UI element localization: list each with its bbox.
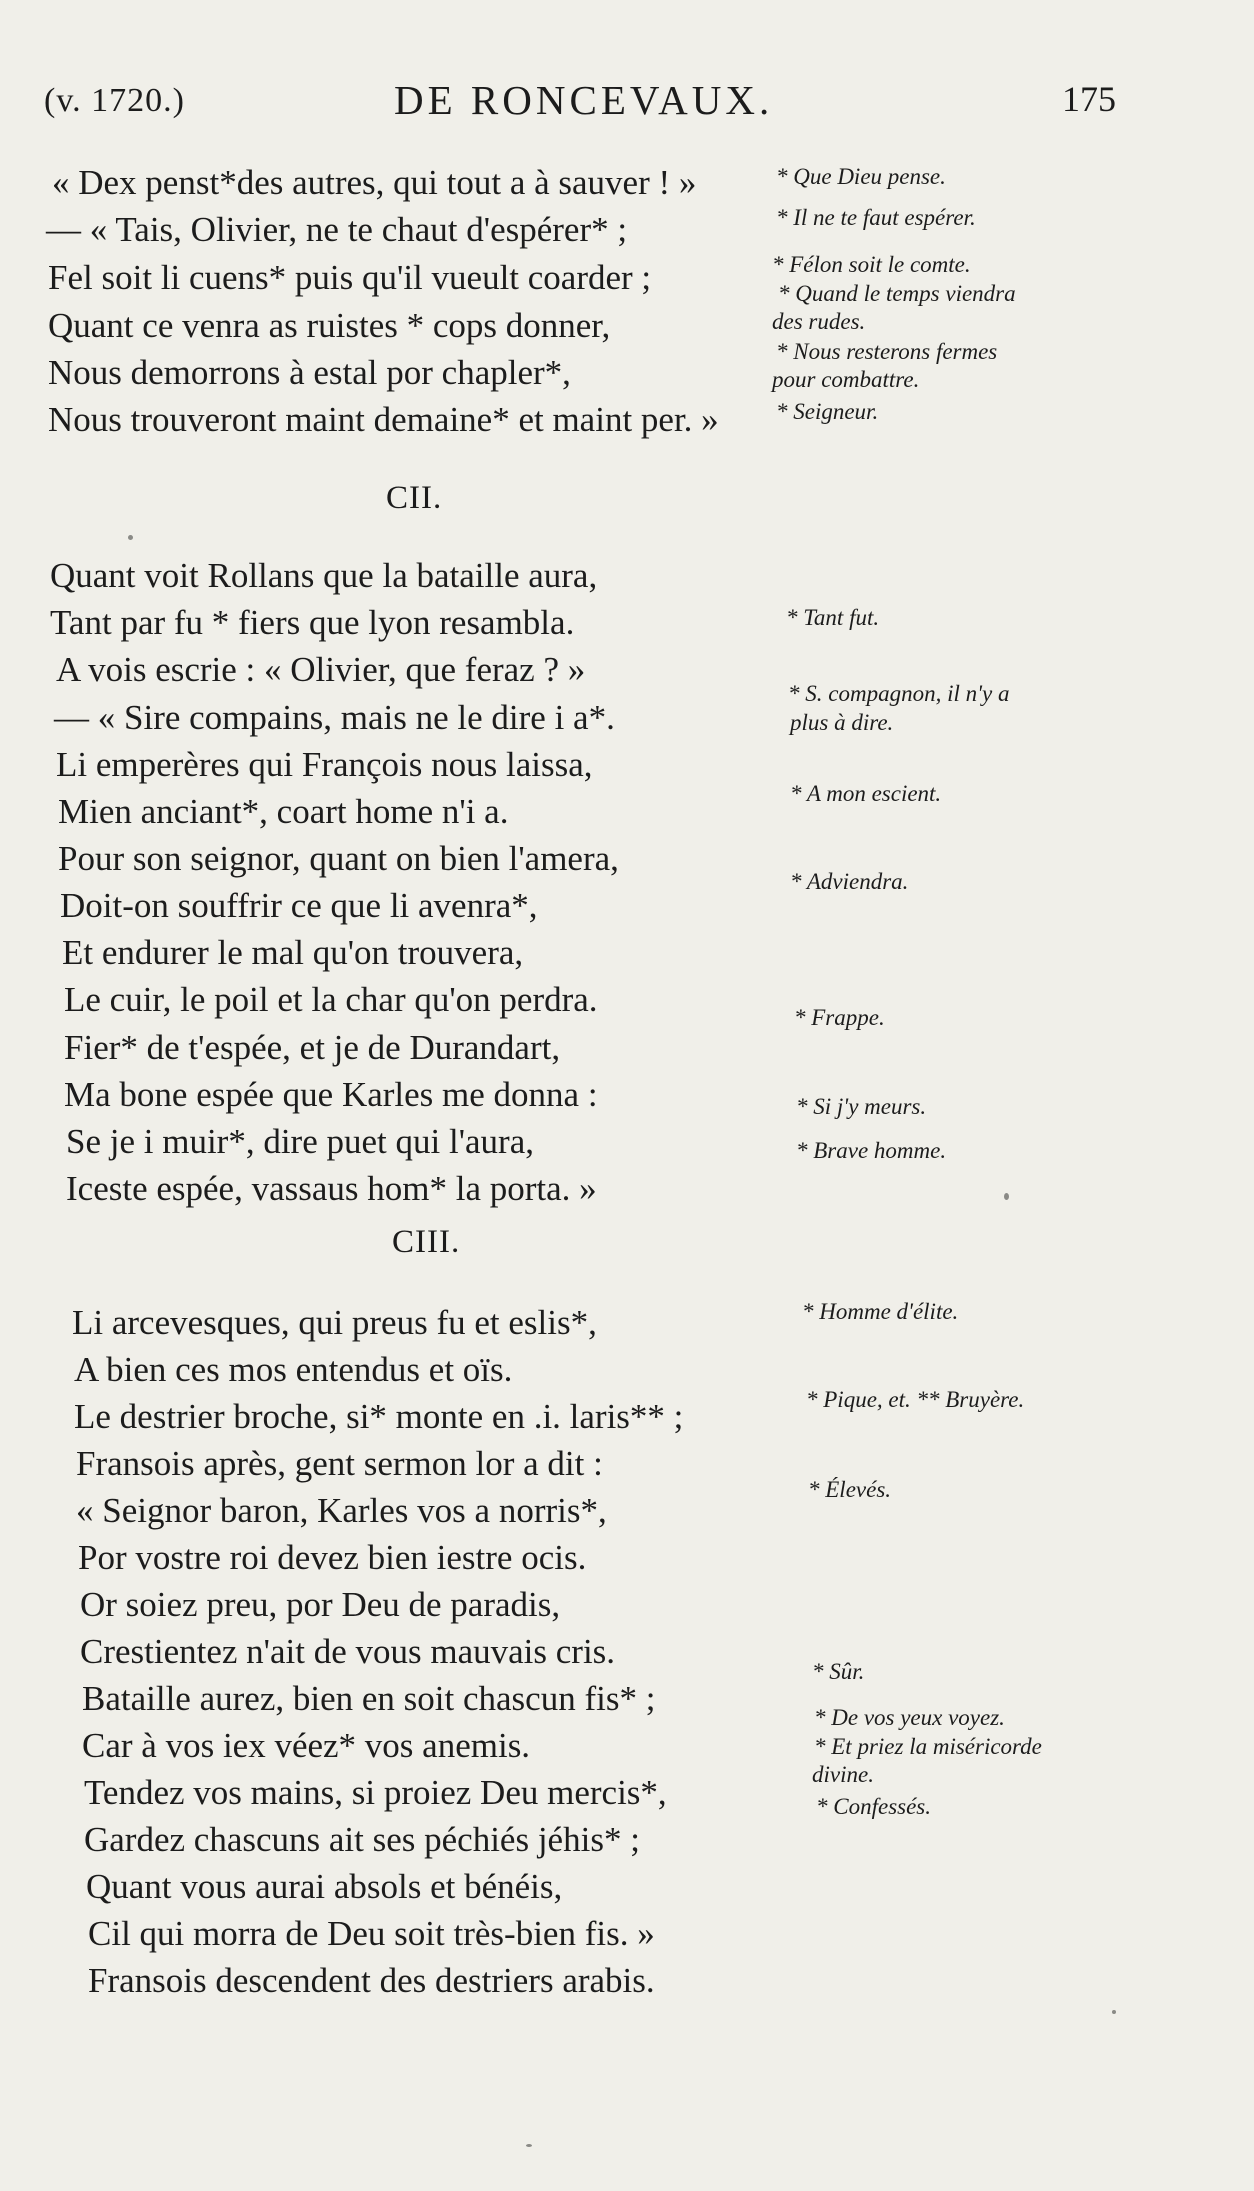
gloss: * Frappe. bbox=[794, 1005, 885, 1030]
verse-line: Fransois descendent des destriers arabis. bbox=[88, 1961, 655, 2000]
verse-line: Tendez vos mains, si proiez Deu mercis*, bbox=[84, 1773, 667, 1812]
gloss: * Brave homme. bbox=[796, 1138, 947, 1163]
verse-line: Crestientez n'ait de vous mauvais cris. bbox=[80, 1632, 616, 1671]
gloss: divine. bbox=[812, 1762, 874, 1787]
verse-line: Se je i muir*, dire puet qui l'aura, bbox=[66, 1122, 534, 1161]
gloss: * Et priez la miséricorde bbox=[814, 1734, 1042, 1759]
verse-range: (v. 1720.) bbox=[44, 82, 185, 119]
page-number: 175 bbox=[1062, 79, 1116, 119]
verse-line: Or soiez preu, por Deu de paradis, bbox=[80, 1585, 561, 1624]
verse-line: Nous trouveront maint demaine* et maint per. » bbox=[48, 400, 719, 439]
gloss: plus à dire. bbox=[790, 710, 894, 735]
verse-line: Gardez chascuns ait ses péchiés jéhis* ; bbox=[84, 1820, 640, 1859]
gloss: * Il ne te faut espérer. bbox=[776, 205, 976, 230]
gloss: * Tant fut. bbox=[786, 605, 880, 630]
gloss: * Élevés. bbox=[808, 1477, 892, 1502]
gloss: pour combattre. bbox=[772, 367, 920, 392]
verse-line: A vois escrie : « Olivier, que feraz ? » bbox=[56, 650, 586, 689]
verse-line: Le cuir, le poil et la char qu'on perdra. bbox=[64, 980, 598, 1019]
gloss: * Confessés. bbox=[816, 1794, 931, 1819]
gloss: * S. compagnon, il n'y a bbox=[788, 681, 1010, 706]
stanza-number: CIII. bbox=[392, 1224, 461, 1260]
verse-line: Fransois après, gent sermon lor a dit : bbox=[76, 1444, 603, 1483]
paper-speck bbox=[1112, 2010, 1116, 2014]
verse-line: Bataille aurez, bien en soit chascun fis* ; bbox=[82, 1679, 656, 1718]
gloss: * Sûr. bbox=[812, 1659, 865, 1684]
running-header bbox=[44, 76, 1134, 126]
verse-line: Li arcevesques, qui preus fu et eslis*, bbox=[72, 1303, 597, 1342]
verse-line: Car à vos iex véez* vos anemis. bbox=[82, 1726, 531, 1765]
verse-line: A bien ces mos entendus et oïs. bbox=[74, 1350, 513, 1389]
verse-line: Tant par fu * fiers que lyon resambla. bbox=[50, 603, 575, 642]
verse-line: Pour son seignor, quant on bien l'amera, bbox=[58, 839, 619, 878]
verse-line: Doit-on souffrir ce que li avenra*, bbox=[60, 886, 538, 925]
paper-speck bbox=[526, 2144, 532, 2147]
running-title: DE RONCEVAUX. bbox=[394, 77, 774, 123]
gloss: * Homme d'élite. bbox=[802, 1299, 959, 1324]
verse-line: « Dex penst*des autres, qui tout a à sauver ! » bbox=[52, 163, 697, 202]
gloss: * Pique, et. ** Bruyère. bbox=[806, 1387, 1025, 1412]
verse-line: — « Tais, Olivier, ne te chaut d'espérer* ; bbox=[46, 210, 628, 249]
gloss: * De vos yeux voyez. bbox=[814, 1705, 1005, 1730]
verse-line: Fier* de t'espée, et je de Durandart, bbox=[64, 1028, 561, 1067]
verse-line: Quant ce venra as ruistes * cops donner, bbox=[48, 306, 611, 345]
verse-line: Fel soit li cuens* puis qu'il vueult coarder ; bbox=[48, 258, 652, 297]
verse-line: Nous demorrons à estal por chapler*, bbox=[48, 353, 571, 392]
gloss: * Que Dieu pense. bbox=[776, 164, 946, 189]
paper-speck bbox=[128, 535, 133, 540]
verse-line: Ma bone espée que Karles me donna : bbox=[64, 1075, 598, 1114]
gloss: * Nous resterons fermes bbox=[776, 339, 998, 364]
verse-line: Et endurer le mal qu'on trouvera, bbox=[62, 933, 524, 972]
verse-line: Le destrier broche, si* monte en .i. laris** ; bbox=[74, 1397, 684, 1436]
gloss: des rudes. bbox=[772, 309, 866, 334]
verse-line: Iceste espée, vassaus hom* la porta. » bbox=[66, 1169, 597, 1208]
verse-line: Cil qui morra de Deu soit très-bien fis. » bbox=[88, 1914, 655, 1953]
gloss: * Félon soit le comte. bbox=[772, 252, 971, 277]
paper-speck bbox=[1004, 1193, 1009, 1200]
verse-line: — « Sire compains, mais ne le dire i a*. bbox=[54, 698, 615, 737]
stanza-number: CII. bbox=[386, 480, 443, 516]
gloss: * Seigneur. bbox=[776, 399, 879, 424]
verse-line: Por vostre roi devez bien iestre ocis. bbox=[78, 1538, 587, 1577]
verse-line: « Seignor baron, Karles vos a norris*, bbox=[76, 1491, 607, 1530]
gloss: * Si j'y meurs. bbox=[796, 1094, 927, 1119]
gloss: * A mon escient. bbox=[790, 781, 942, 806]
verse-line: Quant voit Rollans que la bataille aura, bbox=[50, 556, 598, 595]
verse-line: Li emperères qui François nous laissa, bbox=[56, 745, 593, 784]
verse-line: Mien anciant*, coart home n'i a. bbox=[58, 792, 509, 831]
gloss: * Adviendra. bbox=[790, 869, 909, 894]
verse-line: Quant vous aurai absols et bénéis, bbox=[86, 1867, 563, 1906]
gloss: * Quand le temps viendra bbox=[778, 281, 1016, 306]
